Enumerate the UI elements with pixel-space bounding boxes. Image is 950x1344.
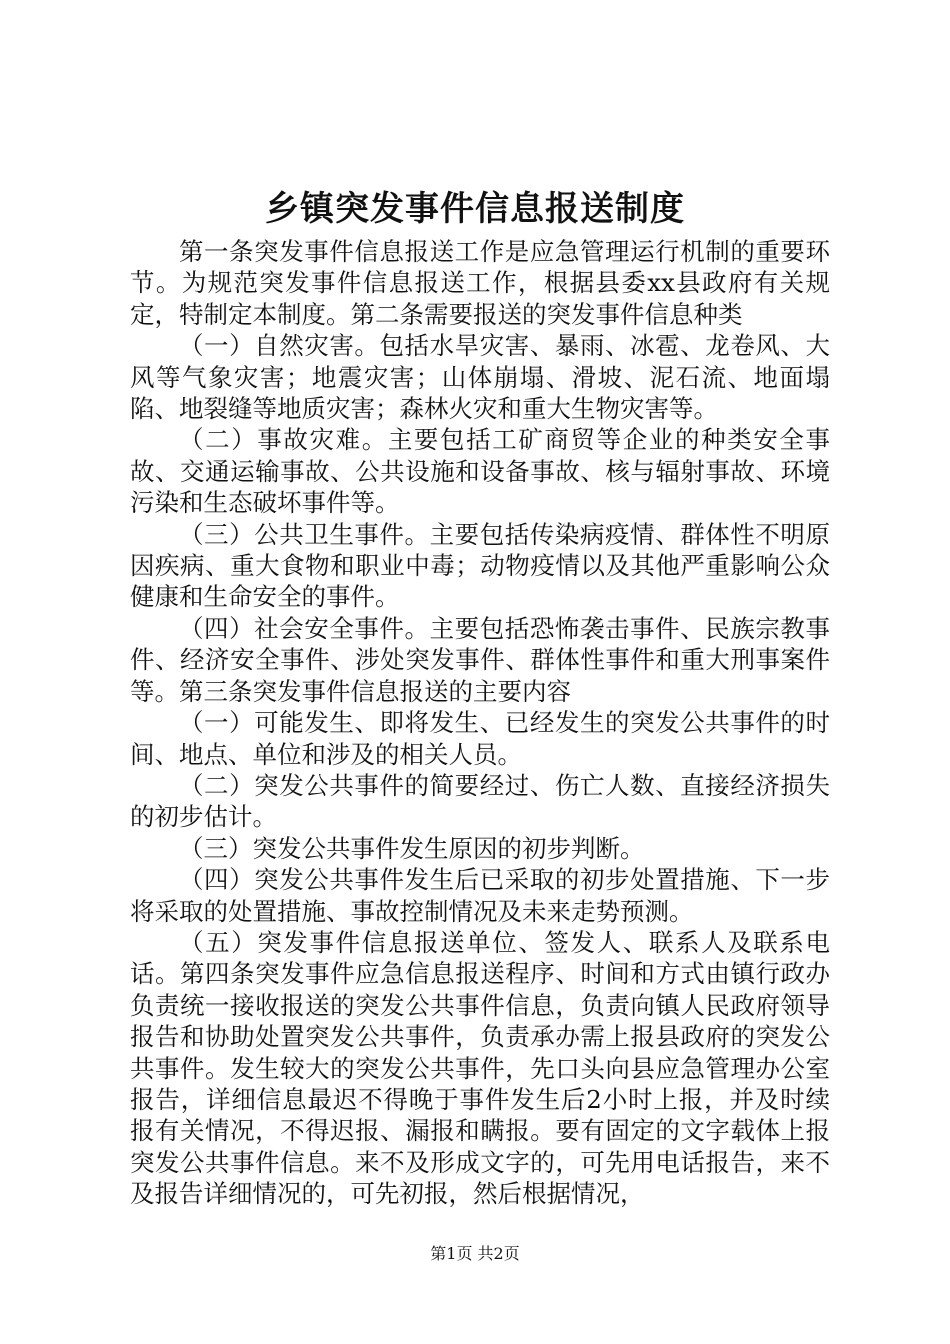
page-number-footer: 第1页 共2页: [430, 1244, 520, 1263]
paragraph: （一）可能发生、即将发生、已经发生的突发公共事件的时间、地点、单位和涉及的相关人员。: [130, 708, 830, 769]
paragraph: （四）突发公共事件发生后已采取的初步处置措施、下一步将采取的处置措施、事故控制情况及未来走势预测。: [130, 865, 830, 926]
document-body: [130, 236, 830, 1210]
document-title: 乡镇突发事件信息报送制度: [265, 189, 685, 229]
paragraph: （二）事故灾难。主要包括工矿商贸等企业的种类安全事故、交通运输事故、公共设施和设备事故、核与辐射事故、环境污染和生态破坏事件等。: [130, 425, 830, 518]
paragraph: （四）社会安全事件。主要包括恐怖袭击事件、民族宗教事件、经济安全事件、涉处突发事件、群体性事件和重大刑事案件等。第三条突发事件信息报送的主要内容: [130, 613, 830, 706]
paragraph: （一）自然灾害。包括水旱灾害、暴雨、冰雹、龙卷风、大风等气象灾害；地震灾害；山体崩塌、滑坡、泥石流、地面塌陷、地裂缝等地质灾害；森林火灾和重大生物灾害等。: [130, 331, 830, 424]
paragraph: （三）公共卫生事件。主要包括传染病疫情、群体性不明原因疾病、重大食物和职业中毒；动物疫情以及其他严重影响公众健康和生命安全的事件。: [130, 519, 830, 612]
paragraph: （二）突发公共事件的简要经过、伤亡人数、直接经济损失的初步估计。: [130, 770, 830, 832]
paragraph: （三）突发公共事件发生原因的初步判断。: [179, 833, 645, 863]
paragraph: （五）突发事件信息报送单位、签发人、联系人及联系电话。第四条突发事件应急信息报送程序、时间和方式由镇行政办负责统一接收报送的突发公共事件信息，负责向镇人民政府领导报告和协助处置突发公共事件，负责承办需上报县政府的突发公共事件。发生较大的突发公共事件，先口头向县应急管理办公室报告，详细信息最迟不得晚于事件发生后2小时上报，并及时续报有关情况，不得迟报、漏报和瞒报。要有固定的文字载体上报突发公共事件信息。来不及形成文字的，可先用电话报告，来不及报告详细情况的，可先初报，然后根据情况，: [130, 927, 830, 1209]
paragraph: 第一条突发事件信息报送工作是应急管理运行机制的重要环节。为规范突发事件信息报送工作，根据县委xx县政府有关规定，特制定本制度。第二条需要报送的突发事件信息种类: [130, 237, 830, 329]
